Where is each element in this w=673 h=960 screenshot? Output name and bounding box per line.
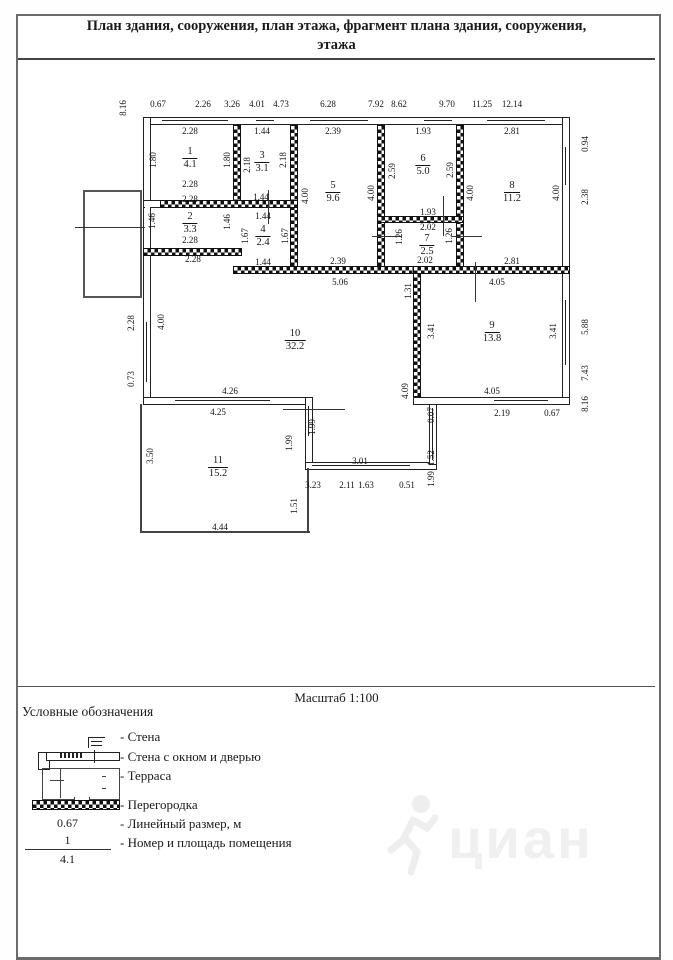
partition-room6-room8 (456, 125, 464, 273)
dimension-label: 5.06 (332, 277, 348, 287)
title-line-2: этажа (317, 37, 356, 53)
room-label-3 (254, 150, 269, 175)
room-label-5 (325, 180, 340, 205)
scale-label: Масштаб 1:100 (294, 690, 379, 705)
legend-item-linear-dim: - Линейный размер, м (120, 816, 242, 831)
dimension-label: 3.23 (305, 480, 321, 490)
legend-item-partition: - Перегородка (120, 797, 198, 812)
dimension-label: 2.28 (182, 194, 198, 204)
window-top-room3 (256, 117, 274, 125)
dimension-label: 4.05 (484, 386, 500, 396)
dimension-label: 3.50 (145, 448, 155, 464)
dimension-label: 1.93 (420, 207, 436, 217)
dimension-label: 1.52 (426, 450, 436, 466)
dimension-label: 4.00 (156, 314, 166, 330)
partition-room9-left (413, 273, 421, 397)
porch-outline (83, 190, 142, 298)
room-example-area: 4.1 (60, 852, 75, 866)
legend-item-terrace: - Терраса (120, 768, 172, 783)
room-area: 11.2 (503, 193, 521, 204)
dimension-label: 2.28 (182, 126, 198, 136)
dimension-label: 0.51 (399, 480, 415, 490)
dimension-label: 1.63 (358, 480, 374, 490)
window-left-room10 (143, 322, 151, 382)
room-number: 11 (208, 455, 228, 468)
room-label-11 (208, 455, 228, 480)
dim-line (283, 409, 345, 410)
room-label-9 (483, 320, 501, 345)
dimension-label: 3.41 (426, 323, 436, 339)
room-area: 13.8 (482, 333, 502, 344)
dimension-label: 2.19 (494, 408, 510, 418)
dimension-label: 4.00 (300, 188, 310, 204)
section-separator (18, 686, 655, 687)
dimension-label: 2.39 (325, 126, 341, 136)
room-area: 9.6 (326, 193, 340, 204)
room-label-4 (255, 224, 270, 249)
room-area: 2.4 (256, 237, 270, 248)
partition-room1-room2 (160, 200, 298, 208)
dimension-label: 4.09 (400, 383, 410, 399)
window-right-room9 (562, 300, 570, 365)
dimension-label: 1.46 (147, 213, 157, 229)
partition-band-bottom-left (233, 266, 421, 274)
dimension-label: 2.28 (126, 315, 136, 331)
dimension-label: 4.05 (489, 277, 505, 287)
terrace-right-edge (307, 468, 309, 533)
dimension-label: 7.43 (580, 365, 590, 381)
room-label-8 (503, 180, 521, 205)
dimension-label: 1.26 (444, 228, 454, 244)
legend-item-wall-window-door: - Стена с окном и дверью (120, 749, 261, 764)
legend-heading: Условные обозначения (22, 704, 154, 719)
dimension-label: 1.93 (415, 126, 431, 136)
dimension-label: 6.28 (320, 99, 336, 109)
linear-dim-example: 0.67 (57, 816, 78, 830)
room-example-number: 1 (64, 833, 71, 847)
dimension-label: 0.73 (126, 371, 136, 387)
window-top-room6 (424, 117, 452, 125)
dimension-label: 4.00 (551, 185, 561, 201)
watermark-text: циан (448, 807, 594, 870)
dimension-label: 1.67 (280, 228, 290, 244)
dimension-label: 4.25 (210, 407, 226, 417)
dimension-label: 2.59 (445, 162, 455, 178)
dimension-label: 1.44 (254, 126, 270, 136)
room-label-6 (415, 153, 430, 178)
dimension-label: 4.73 (273, 99, 289, 109)
dim-line (452, 236, 482, 237)
room-area: 3.3 (183, 224, 197, 235)
room-area: 2.5 (420, 246, 434, 257)
dimension-label: 1.44 (255, 211, 271, 221)
room-area: 15.2 (208, 468, 228, 479)
room-number: 8 (504, 180, 519, 193)
room-number: 3 (254, 150, 269, 163)
title-line-1: План здания, сооружения, план этажа, фрагмент плана здания, сооружения, (86, 18, 587, 34)
dimension-label: 1.80 (148, 152, 158, 168)
dimension-label: 2.02 (420, 222, 436, 232)
window-top-room8 (487, 117, 545, 125)
dimension-label: 1.44 (253, 192, 269, 202)
window-bottom-room9 (494, 397, 548, 405)
room-example-line (25, 849, 111, 850)
dimension-label: 3.41 (548, 323, 558, 339)
window-top-room5 (310, 117, 368, 125)
room-label-2 (182, 211, 197, 236)
dimension-label: 7.92 (368, 99, 384, 109)
dimension-label: 2.81 (504, 126, 520, 136)
room-number: 10 (285, 328, 306, 341)
dimension-label: 11.25 (472, 99, 492, 109)
dimension-label: 2.26 (195, 99, 211, 109)
partition-band-bottom-right (413, 266, 570, 274)
dimension-label: 1.46 (222, 214, 232, 230)
legend-item-room-number: - Номер и площадь помещения (120, 835, 292, 850)
terrace-left-edge (140, 404, 142, 533)
dimension-label: 1.51 (289, 498, 299, 514)
dimension-label: 1.26 (394, 229, 404, 245)
room-number: 9 (484, 320, 499, 333)
dimension-label: 0.67 (544, 408, 560, 418)
dimension-label: 2.39 (330, 256, 346, 266)
title-block (18, 14, 655, 60)
dimension-label: 1.31 (403, 283, 413, 299)
room-area: 5.0 (416, 166, 430, 177)
dimension-label: 2.81 (504, 256, 520, 266)
room-label-1 (182, 146, 197, 171)
wall-icon (88, 737, 105, 748)
room-number: 2 (182, 211, 197, 224)
dimension-label: 2.28 (182, 179, 198, 189)
terrace-icon (42, 768, 120, 802)
dimension-label: 2.11 (339, 480, 355, 490)
room-area: 3.1 (255, 163, 269, 174)
dimension-label: 2.28 (182, 235, 198, 245)
legend-item-wall: - Стена (120, 729, 161, 744)
dimension-label: 8.16 (118, 100, 128, 116)
dimension-label: 1.99 (426, 471, 436, 487)
room-label-7 (419, 233, 434, 258)
dimension-label: 1.67 (240, 228, 250, 244)
dimension-label: 2.18 (278, 152, 288, 168)
window-bottom-room10 (175, 397, 270, 405)
room-label-10 (285, 328, 306, 353)
partition-room3-room5 (290, 125, 298, 273)
room-number: 6 (415, 153, 430, 166)
dimension-label: 5.88 (580, 319, 590, 335)
wall-window-door-icon (38, 750, 120, 770)
dimension-label: 1.99 (307, 419, 317, 435)
partition-room1-room3 (233, 125, 241, 203)
partition-room5-room6 (377, 125, 385, 273)
dimension-label: 2.02 (417, 255, 433, 265)
partition-icon (32, 800, 120, 810)
dimension-label: 0.94 (580, 136, 590, 152)
dimension-label: 4.26 (222, 386, 238, 396)
dimension-label: 2.28 (185, 254, 201, 264)
dim-line (475, 262, 476, 302)
room-area: 4.1 (183, 159, 197, 170)
dimension-label: 4.00 (465, 185, 475, 201)
room-number: 7 (419, 233, 434, 246)
dimension-label: 12.14 (501, 99, 523, 109)
room-area: 32.2 (285, 341, 305, 352)
dimension-label: 3.26 (224, 99, 240, 109)
dimension-label: 1.44 (255, 257, 271, 267)
dimension-label: 2.38 (580, 189, 590, 205)
dimension-label: 1.99 (284, 435, 294, 451)
dimension-label: 2.59 (387, 163, 397, 179)
dimension-label: 0.07 (426, 407, 436, 423)
dimension-label: 4.01 (249, 99, 265, 109)
dimension-label: 3.01 (352, 456, 368, 466)
cian-logo-icon (383, 790, 445, 883)
dimension-label: 8.62 (391, 99, 407, 109)
dimension-label: 1.80 (222, 152, 232, 168)
dim-line (75, 227, 145, 228)
room-number: 4 (255, 224, 270, 237)
dimension-label: 9.70 (439, 99, 455, 109)
room-number: 1 (182, 146, 197, 159)
window-right-room8 (562, 147, 570, 185)
dimension-label: 0.67 (150, 99, 166, 109)
window-top-room1 (162, 117, 228, 125)
dimension-label: 4.44 (212, 522, 228, 532)
dimension-label: 8.16 (580, 396, 590, 412)
room-number: 5 (325, 180, 340, 193)
dimension-label: 4.00 (366, 185, 376, 201)
dimension-label: 2.18 (242, 157, 252, 173)
